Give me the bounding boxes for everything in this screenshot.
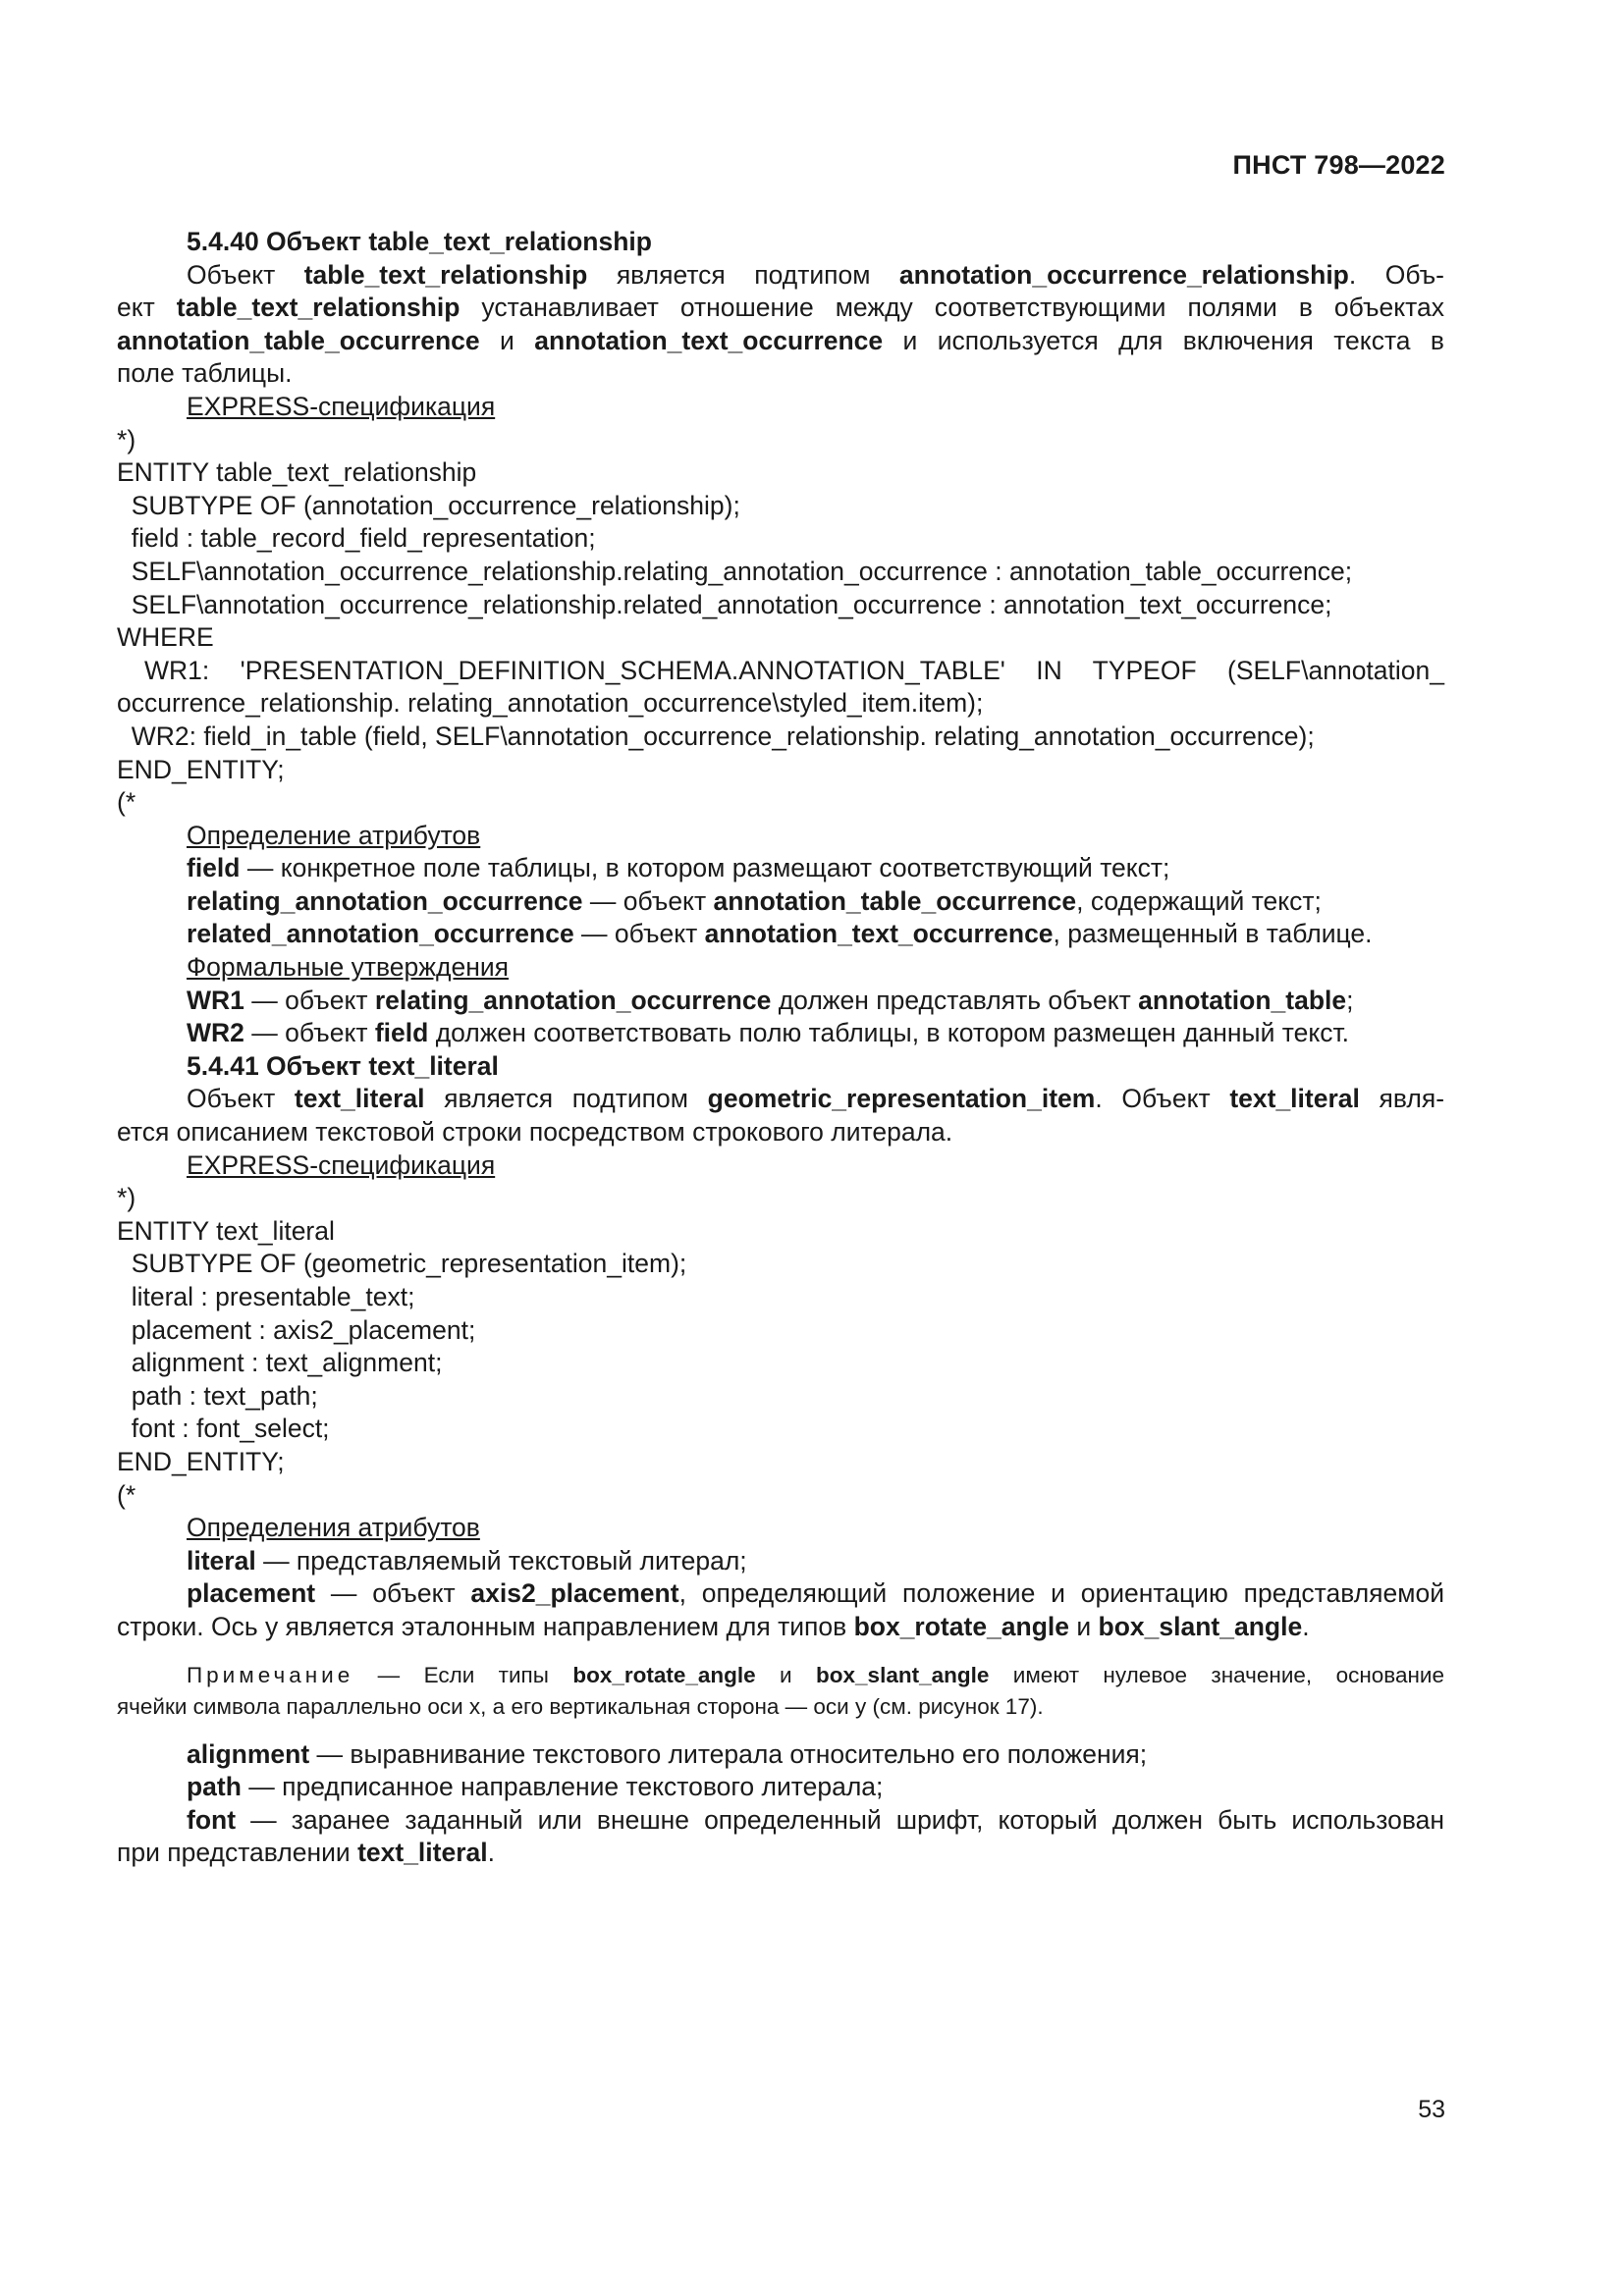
code-line: END_ENTITY; (117, 754, 285, 784)
attribute-font (117, 1804, 1444, 1870)
express-spec-label: EXPRESS-спецификация (187, 1149, 496, 1180)
code-line: *) (117, 1183, 136, 1213)
code-line: (* (117, 787, 136, 818)
express-code-block (117, 1182, 1444, 1512)
code-line: SUBTYPE OF (geometric_representation_item); (117, 1249, 687, 1279)
intro-line-3: annotation_table_occurrence и annotation_text_occurrence и используется для включения текста в (117, 325, 1444, 355)
attribute-related: related_annotation_occurrence — объект annotation_text_occurrence, размещенный в таблице. (187, 919, 1373, 949)
attribute-field: field — конкретное поле таблицы, в котором размещают соответствующий текст; (187, 853, 1170, 883)
code-line: ENTITY text_literal (117, 1215, 335, 1246)
placement-line-2: строки. Ось y является эталонным направлением для типов box_rotate_angle и box_slant_angle. (117, 1611, 1310, 1641)
formal-statements-label: Формальные утверждения (187, 952, 509, 983)
express-code-block-end (117, 721, 1444, 820)
section-intro-5-4-40 (117, 259, 1444, 391)
section-intro-5-4-41 (117, 1083, 1444, 1148)
note-line-2: ячейки символа параллельно оси x, а его вертикальная сторона — оси y (см. рисунок 17). (117, 1693, 1044, 1719)
attribute-alignment: alignment — выравнивание текстового литерала относительно его положения; (187, 1738, 1148, 1769)
document-id: ПНСТ 798—2022 (1232, 150, 1445, 180)
attributes-label: Определения атрибутов (187, 1513, 480, 1543)
attribute-relating: relating_annotation_occurrence — объект annotation_table_occurrence, содержащий текст; (187, 885, 1322, 916)
section-title-5-4-41: 5.4.41 Объект text_literal (187, 1050, 499, 1081)
placement-line-1: placement — объект axis2_placement, определяющий положение и ориентацию представляемой (187, 1578, 1444, 1609)
formal-wr2: WR2 — объект field должен соответствовать полю таблицы, в котором размещен данный текст. (187, 1018, 1350, 1048)
code-line-wr1: WR1: 'PRESENTATION_DEFINITION_SCHEMA.ANNOTATION_TABLE' IN TYPEOF (SELF\annotation_ (144, 655, 1444, 685)
document-body (117, 226, 1444, 1870)
attribute-literal: literal — представляемый текстовый литерал; (187, 1545, 747, 1575)
express-spec-label: EXPRESS-спецификация (187, 391, 496, 421)
note-line-1: Примечание — Если типы box_rotate_angle и box_slant_angle имеют нулевое значение, основание (187, 1662, 1444, 1687)
font-line-2: при представлении text_literal. (117, 1838, 496, 1868)
attribute-placement (117, 1577, 1444, 1643)
intro-line-4: поле таблицы. (117, 358, 293, 389)
code-line: literal : presentable_text; (117, 1282, 415, 1311)
code-line: (* (117, 1479, 136, 1510)
code-line: path : text_path; (117, 1380, 318, 1411)
intro-line-2: ект table_text_relationship устанавливает отношение между соответствующими полями в объектах (117, 293, 1444, 323)
attributes-label: Определение атрибутов (187, 820, 481, 850)
code-line: WR2: field_in_table (field, SELF\annotation_occurrence_relationship. relating_annotation_occurrence); (117, 721, 1315, 751)
code-line: *) (117, 424, 136, 454)
page-number: 53 (1418, 2096, 1445, 2123)
code-line-wr1-cont: occurrence_relationship. relating_annotation_occurrence\styled_item.item); (117, 688, 984, 719)
section-title-5-4-40: 5.4.40 Объект table_text_relationship (187, 227, 652, 256)
code-line: placement : axis2_placement; (117, 1314, 476, 1345)
code-line: END_ENTITY; (117, 1446, 285, 1476)
code-line: font : font_select; (117, 1414, 330, 1444)
code-line: SELF\annotation_occurrence_relationship.relating_annotation_occurrence : annotation_table_occurrence; (117, 556, 1353, 586)
code-line: alignment : text_alignment; (117, 1348, 443, 1378)
code-line: SELF\annotation_occurrence_relationship.related_annotation_occurrence : annotation_text_occurrence; (117, 589, 1332, 619)
note-label: Примечание (187, 1662, 354, 1687)
intro-line-2: ется описанием текстовой строки посредством строкового литерала. (117, 1117, 953, 1148)
code-line: ENTITY table_text_relationship (117, 457, 477, 488)
code-line: field : table_record_field_representation; (117, 523, 596, 554)
font-line-1: font — заранее заданный или внешне определенный шрифт, который должен быть использован (187, 1804, 1444, 1835)
note-block (117, 1660, 1444, 1723)
express-code-block (117, 424, 1444, 655)
intro-line-1: Объект text_literal является подтипом geometric_representation_item. Объект text_literal явля- (187, 1084, 1445, 1114)
attribute-path: path — предписанное направление текстового литерала; (187, 1772, 884, 1802)
formal-wr1: WR1 — объект relating_annotation_occurrence должен представлять объект annotation_table; (187, 985, 1354, 1015)
code-line: SUBTYPE OF (annotation_occurrence_relationship); (117, 490, 740, 520)
code-line: WHERE (117, 622, 214, 653)
intro-line-1: Объект table_text_relationship является подтипом annotation_occurrence_relationship. Объ- (187, 259, 1445, 290)
